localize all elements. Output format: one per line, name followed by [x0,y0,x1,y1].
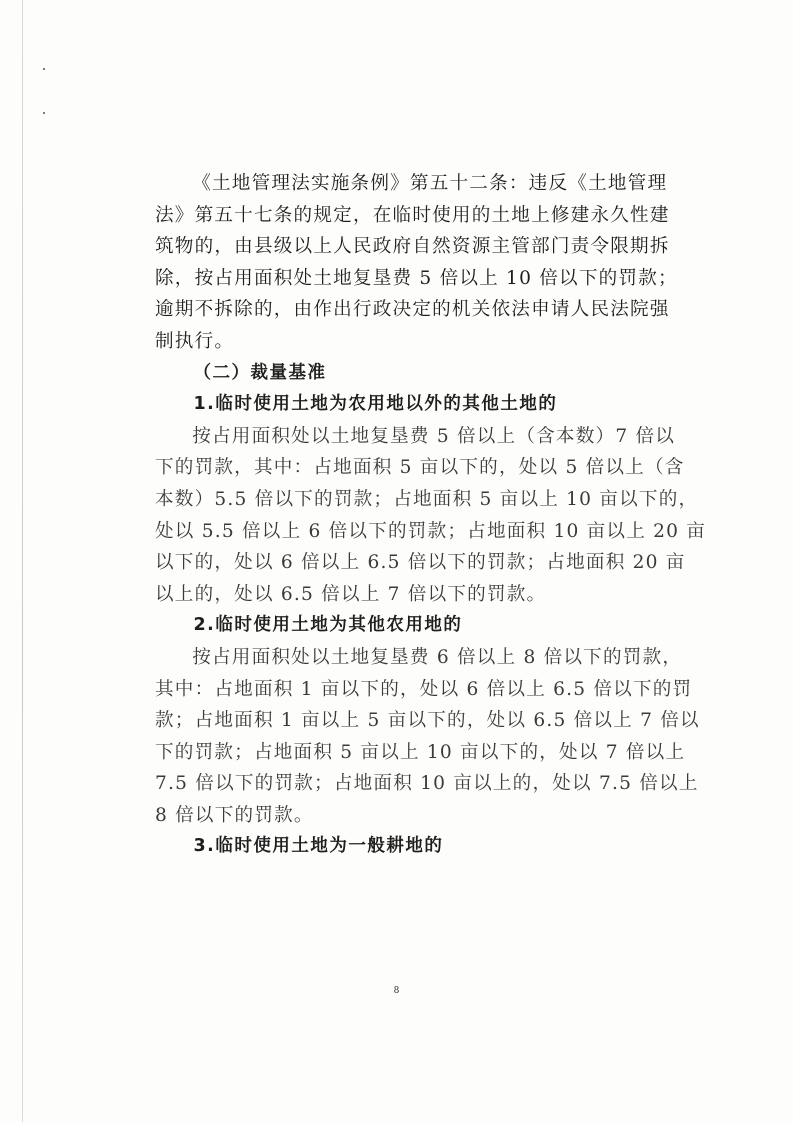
scan-edge-line [22,0,23,1122]
text-line: 款；占地面积 1 亩以上 5 亩以下的，处以 6.5 倍以上 7 倍以 [155,710,700,732]
text-line: 7.5 倍以下的罚款；占地面积 10 亩以上的，处以 7.5 倍以上 [155,773,699,795]
text-line: 以下的，处以 6 倍以上 6.5 倍以下的罚款；占地面积 20 亩 [155,552,686,574]
text-line: 本数）5.5 倍以下的罚款；占地面积 5 亩以上 10 亩以下的， [155,488,699,510]
text-line: 按占用面积处以土地复垦费 6 倍以上 8 倍以下的罚款， [192,646,683,668]
section-heading: （二）裁量基准 [193,362,327,383]
text-line: 按占用面积处以土地复垦费 5 倍以上（含本数）7 倍以 [192,425,676,447]
text-line: 下的罚款；占地面积 5 亩以上 10 亩以下的，处以 7 倍以上 [155,741,686,763]
text-line: 其中：占地面积 1 亩以下的，处以 6 倍以上 6.5 倍以下的罚 [155,678,693,700]
scan-speck [43,68,45,70]
text-line: 处以 5.5 倍以上 6 倍以下的罚款；占地面积 10 亩以上 20 亩 [155,520,707,542]
item-title: 3.临时使用土地为一般耕地的 [193,836,444,857]
item-paragraph [155,421,707,611]
scan-speck [43,112,45,114]
text-line: 以上的，处以 6.5 倍以上 7 倍以下的罚款。 [155,583,547,605]
text-line: 筑物的，由县级以上人民政府自然资源主管部门责令限期拆 [155,236,670,258]
document-body [155,168,707,863]
text-line: 8 倍以下的罚款。 [155,804,314,826]
item-title: 2.临时使用土地为其他农用地的 [193,615,463,636]
text-line: 下的罚款，其中：占地面积 5 亩以下的，处以 5 倍以上（含 [155,457,685,479]
text-line: 制执行。 [155,330,235,352]
article-paragraph [155,168,678,358]
text-line: 除，按占用面积处土地复垦费 5 倍以上 10 倍以下的罚款； [155,267,678,289]
item-title: 1.临时使用土地为农用地以外的其他土地的 [193,394,558,415]
text-line: 法》第五十七条的规定，在临时使用的土地上修建永久性建 [155,204,670,226]
text-line: 逾期不拆除的，由作出行政决定的机关依法申请人民法院强 [155,299,670,321]
page-number: 8 [393,986,400,996]
text-line: 《土地管理法实施条例》第五十二条：违反《土地管理 [192,173,668,194]
item-paragraph [155,642,700,832]
